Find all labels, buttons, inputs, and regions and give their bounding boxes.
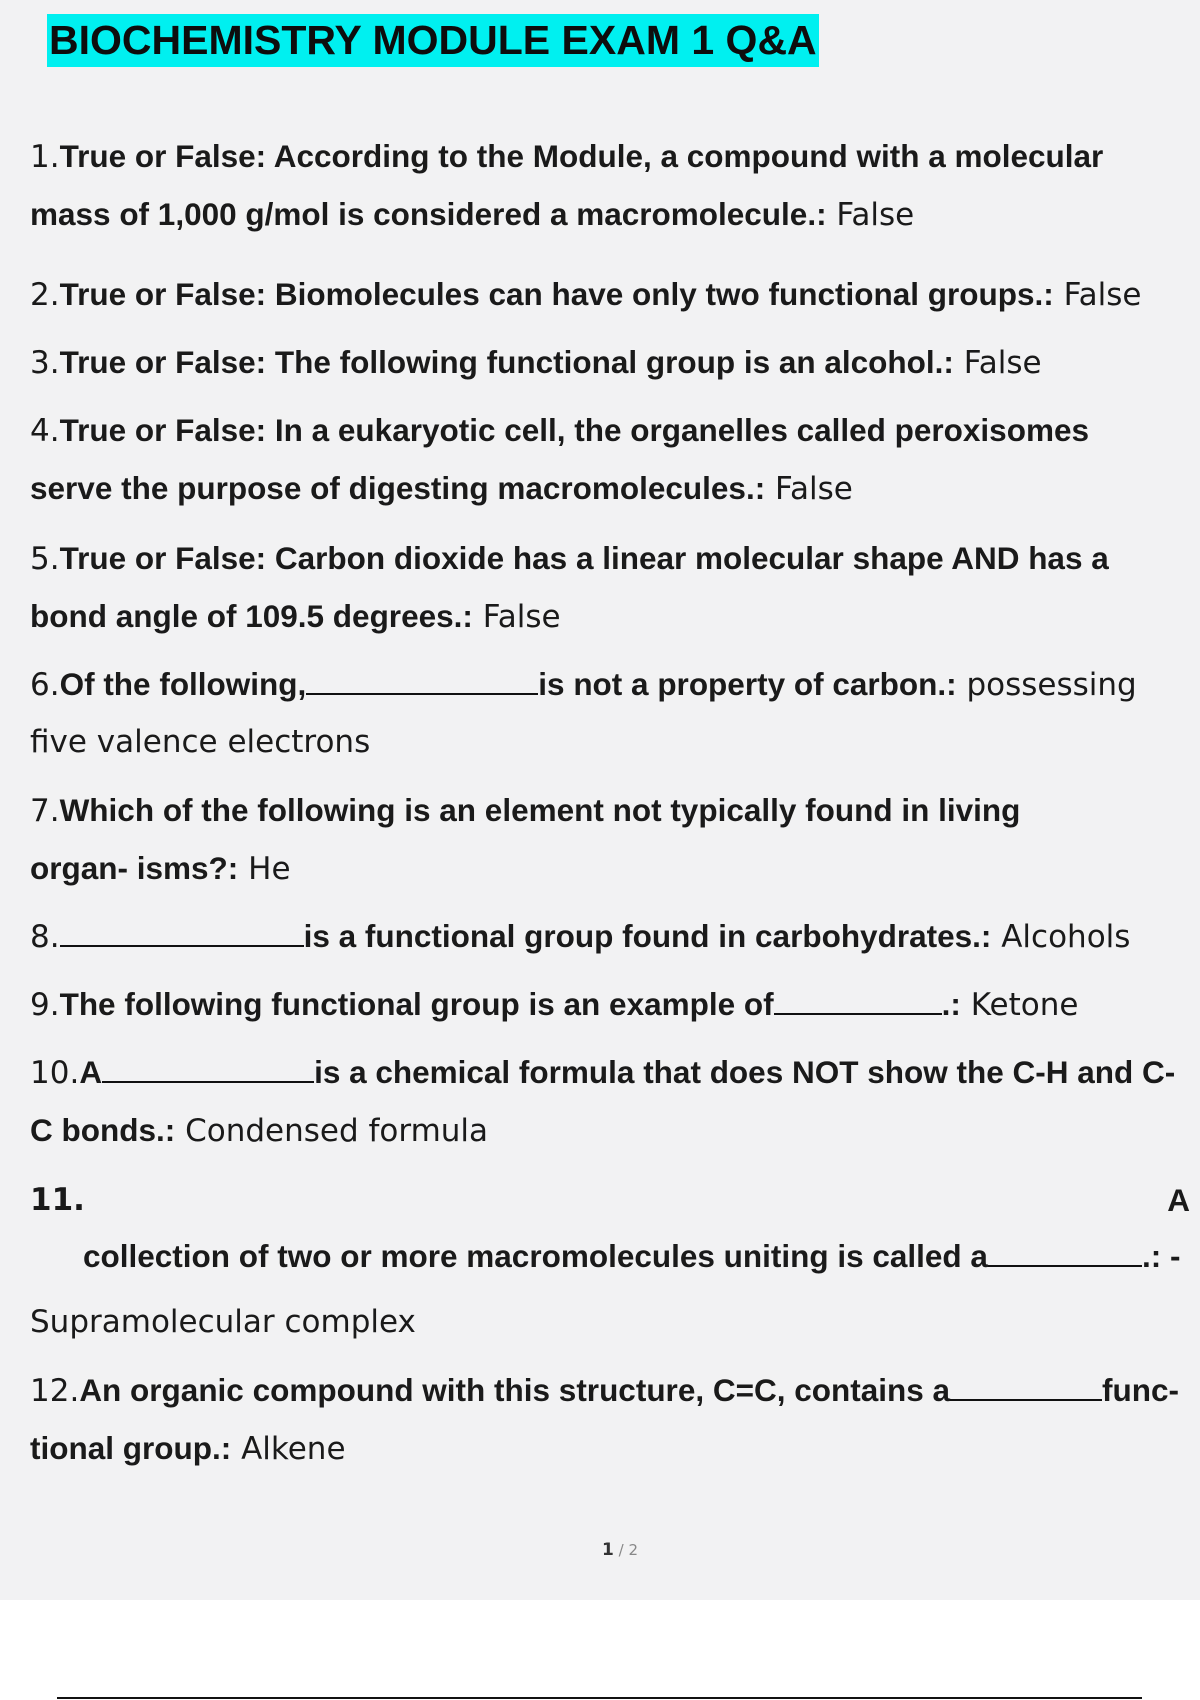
- question-text-cont: tional group.:: [30, 1430, 232, 1466]
- fill-in-blank: [60, 944, 304, 947]
- answer-text: False: [472, 599, 561, 635]
- question-10: [30, 1044, 1200, 1160]
- question-text-cont: collection of two or more macromolecules uniting is called a: [83, 1238, 988, 1274]
- answer-text: possessing: [956, 667, 1137, 703]
- question-number: 7.: [30, 793, 60, 829]
- question-text: True or False: According to the Module, a compound with a molecular: [59, 138, 1104, 174]
- question-6: [30, 656, 1200, 771]
- question-7: [30, 782, 1200, 898]
- question-number: 2.: [30, 277, 60, 313]
- question-text: A: [1167, 1182, 1190, 1218]
- question-text: An organic compound with this structure, C=C, contains a: [79, 1372, 951, 1408]
- answer-text: False: [1053, 277, 1142, 313]
- question-11: [30, 1172, 1190, 1229]
- fill-in-blank: [306, 692, 538, 695]
- page-separator: /: [613, 1541, 629, 1559]
- answer-text: False: [953, 345, 1042, 381]
- question-5: [30, 530, 1200, 646]
- question-number: 1.: [30, 139, 60, 175]
- question-number: 8.: [30, 919, 60, 955]
- question-text-cont: bond angle of 109.5 degrees.:: [30, 598, 473, 634]
- question-text: Of the following,: [59, 666, 307, 702]
- question-number: 5.: [30, 541, 60, 577]
- next-page-divider: [57, 1697, 1142, 1699]
- answer-text: Ketone: [960, 987, 1079, 1023]
- document-title: BIOCHEMISTRY MODULE EXAM 1 Q&A: [47, 14, 819, 67]
- question-text: A: [79, 1054, 103, 1090]
- question-text-cont: organ- isms?:: [30, 850, 239, 886]
- question-1: [30, 128, 1200, 244]
- fill-in-blank: [988, 1264, 1142, 1267]
- answer-text: Supramolecular complex: [30, 1304, 416, 1340]
- question-number: 9.: [30, 987, 60, 1023]
- answer-text-cont: five valence electrons: [30, 724, 371, 760]
- question-number: 6.: [30, 667, 60, 703]
- question-11-cont: [83, 1228, 1200, 1286]
- question-text: The following functional group is an example of: [59, 986, 774, 1022]
- fill-in-blank: [774, 1012, 942, 1015]
- answer-text: Alkene: [231, 1431, 346, 1467]
- question-12: [30, 1362, 1200, 1478]
- question-text: is a functional group found in carbohydrates.:: [303, 918, 992, 954]
- question-number: 12.: [30, 1373, 80, 1409]
- question-text-after: is a chemical formula that does NOT show the C-H and C-: [314, 1054, 1176, 1090]
- question-9: [30, 976, 1200, 1034]
- question-text: True or False: Carbon dioxide has a linear molecular shape AND has a: [59, 540, 1109, 576]
- question-11-answer: [30, 1294, 1200, 1351]
- question-text: True or False: In a eukaryotic cell, the organelles called peroxisomes: [59, 412, 1089, 448]
- current-page: 1: [602, 1540, 614, 1560]
- answer-text: Alcohols: [991, 919, 1131, 955]
- question-text: True or False: The following functional group is an alcohol.:: [59, 344, 954, 380]
- question-number: 3.: [30, 345, 60, 381]
- question-3: [30, 334, 1200, 392]
- page-indicator: [0, 1540, 1200, 1560]
- answer-text: He: [238, 851, 291, 887]
- answer-text: False: [765, 471, 853, 507]
- question-text-cont: C bonds.:: [30, 1112, 176, 1148]
- question-text-cont: mass of 1,000 g/mol is considered a macromolecule.:: [30, 196, 827, 232]
- question-2: [30, 266, 1200, 324]
- total-pages: 2: [628, 1541, 638, 1559]
- question-number: 4.: [30, 413, 60, 449]
- question-8: [30, 908, 1200, 966]
- answer-text: False: [826, 197, 915, 233]
- question-text: Which of the following is an element not typically found in living: [59, 792, 1021, 828]
- question-number: 11.: [30, 1182, 85, 1218]
- question-text: True or False: Biomolecules can have only two functional groups.:: [59, 276, 1054, 312]
- question-text-after: .: -: [1141, 1238, 1181, 1274]
- question-number: 10.: [30, 1055, 80, 1091]
- question-text-cont: serve the purpose of digesting macromolecules.:: [30, 470, 766, 506]
- question-text-after: is not a property of carbon.:: [538, 666, 957, 702]
- fill-in-blank: [102, 1080, 314, 1083]
- question-text-after: func-: [1102, 1372, 1180, 1408]
- question-text-after: .:: [941, 986, 961, 1022]
- answer-text: Condensed formula: [175, 1113, 489, 1149]
- question-4: [30, 402, 1200, 518]
- fill-in-blank: [950, 1398, 1102, 1401]
